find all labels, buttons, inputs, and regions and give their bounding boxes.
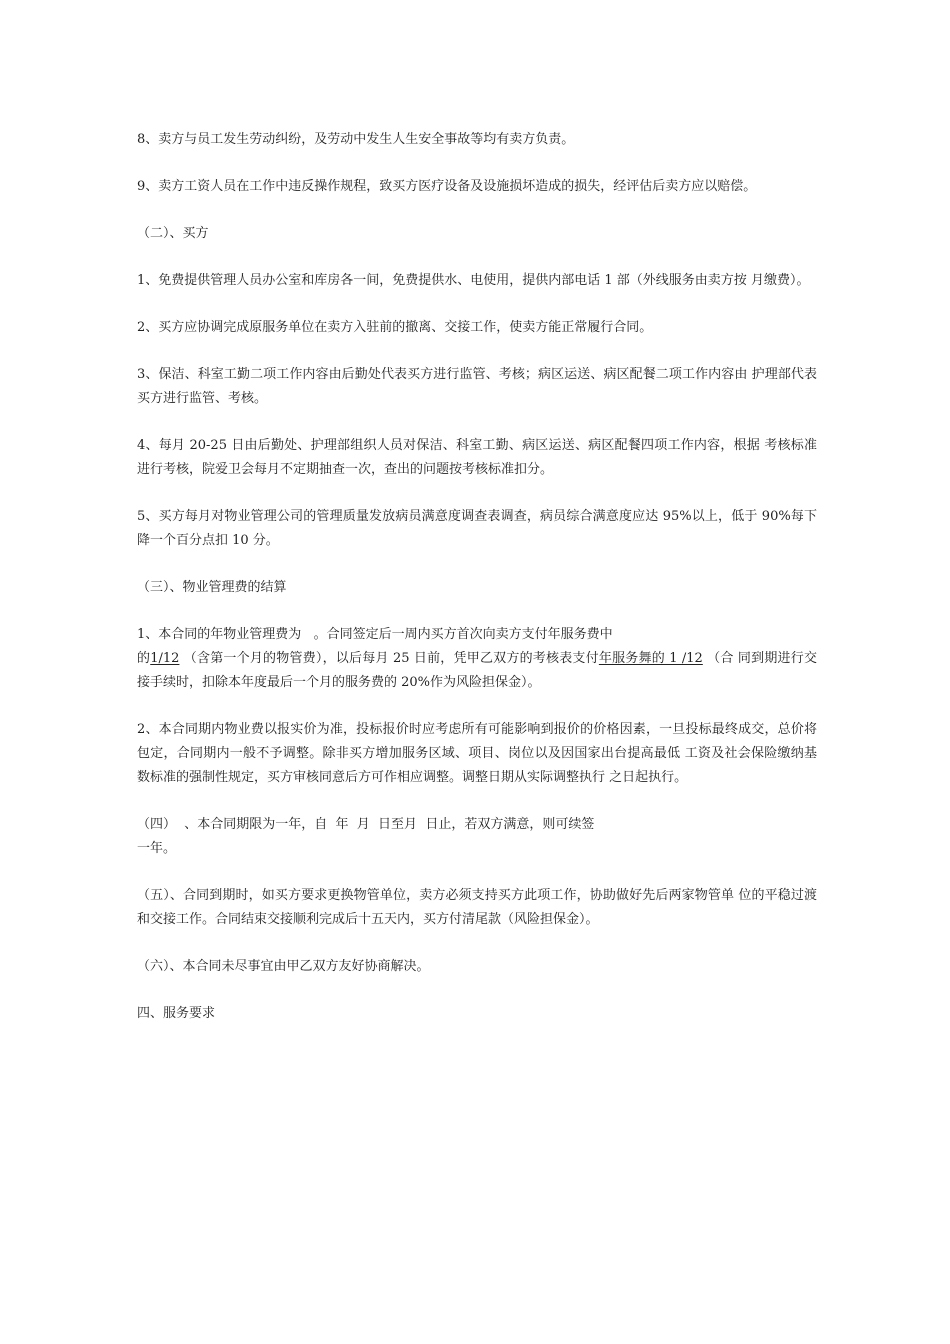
fee-clause-1-line1: 1、本合同的年物业管理费为 。合同签定后一周内买方首次向卖方支付年服务费中 xyxy=(137,627,613,642)
clause-8: 8、卖方与员工发生劳动纠纷，及劳动中发生人生安全事故等均有卖方负责。 xyxy=(137,132,575,147)
section-4-line1: （四） 、本合同期限为一年，自 年 月 日至月 日止，若双方满意，则可续签 xyxy=(137,817,595,832)
section-4-line2: 一年。 xyxy=(137,841,177,856)
document-page xyxy=(137,128,817,1026)
section-5: （五）、合同到期时，如买方要求更换物管单位，卖方必须支持买方此项工作，协助做好先后两家物管单 位的平稳过渡和交接工作。合同结束交接顺利完成后十五天内，买方付清尾款（风险担保金）。 xyxy=(137,888,817,927)
clause-9: 9、卖方工资人员在工作中违反操作规程，致买方医疗设备及设施损坏造成的损失，经评估后卖方应以赔偿。 xyxy=(137,179,757,194)
heading-service-requirements: 四、服务要求 xyxy=(137,1006,216,1021)
buyer-clause-5: 5、买方每月对物业管理公司的管理质量发放病员满意度调查表调查，病员综合满意度应达 95%以上，低于 90%每下降一个百分点扣 10 分。 xyxy=(137,509,817,548)
fee-clause-1 xyxy=(137,623,817,695)
fee-clause-2: 2、本合同期内物业费以报实价为准，投标报价时应考虑所有可能影响到报价的价格因素，一旦投标最终成交，总价将包定，合同期内一般不予调整。除非买方增加服务区域、项目、岗位以及因国家出台提高最低 工资及社会保险缴纳基数标准的强制性规定，买方审核同意后方可作相应调整。调整日期从实际调整执行 之日起执行。 xyxy=(137,722,817,785)
section-3-title: （三）、物业管理费的结算 xyxy=(137,580,287,595)
buyer-clause-4: 4、每月 20-25 日由后勤处、护理部组织人员对保洁、科室工勤、病区运送、病区配餐四项工作内容，根据 考核标准进行考核，院爱卫会每月不定期抽查一次，查出的问题按考核标准扣分。 xyxy=(137,438,817,477)
section-2-title: （二）、买方 xyxy=(137,226,209,241)
fee-clause-1-mid: （含第一个月的物管费），以后每月 25 日前，凭甲乙双方的考核表支付 xyxy=(179,651,599,666)
fee-clause-1-pre: 的 xyxy=(137,651,151,666)
section-6: （六）、本合同未尽事宜由甲乙双方友好协商解决。 xyxy=(137,959,430,974)
fee-clause-1-underline-1: 1/12 xyxy=(150,651,180,666)
fee-clause-1-underline-2: 年服务舞的 1 /12 xyxy=(598,651,703,666)
buyer-clause-2: 2、买方应协调完成原服务单位在卖方入驻前的撤离、交接工作，使卖方能正常履行合同。 xyxy=(137,320,653,335)
fee-clause-1-rest xyxy=(137,647,817,695)
section-4 xyxy=(137,813,817,861)
fee-clause-1-post: （合 同到期进行交接手续时，扣除本年度最后一个月的服务费的 20%作为风险担保金）。 xyxy=(137,651,817,690)
buyer-clause-1: 1、免费提供管理人员办公室和库房各一间，免费提供水、电使用，提供内部电话 1 部（外线服务由卖方按 月缴费）。 xyxy=(137,273,810,288)
buyer-clause-3: 3、保洁、科室工勤二项工作内容由后勤处代表买方进行监管、考核；病区运送、病区配餐二项工作内容由 护理部代表买方进行监管、考核。 xyxy=(137,367,817,406)
